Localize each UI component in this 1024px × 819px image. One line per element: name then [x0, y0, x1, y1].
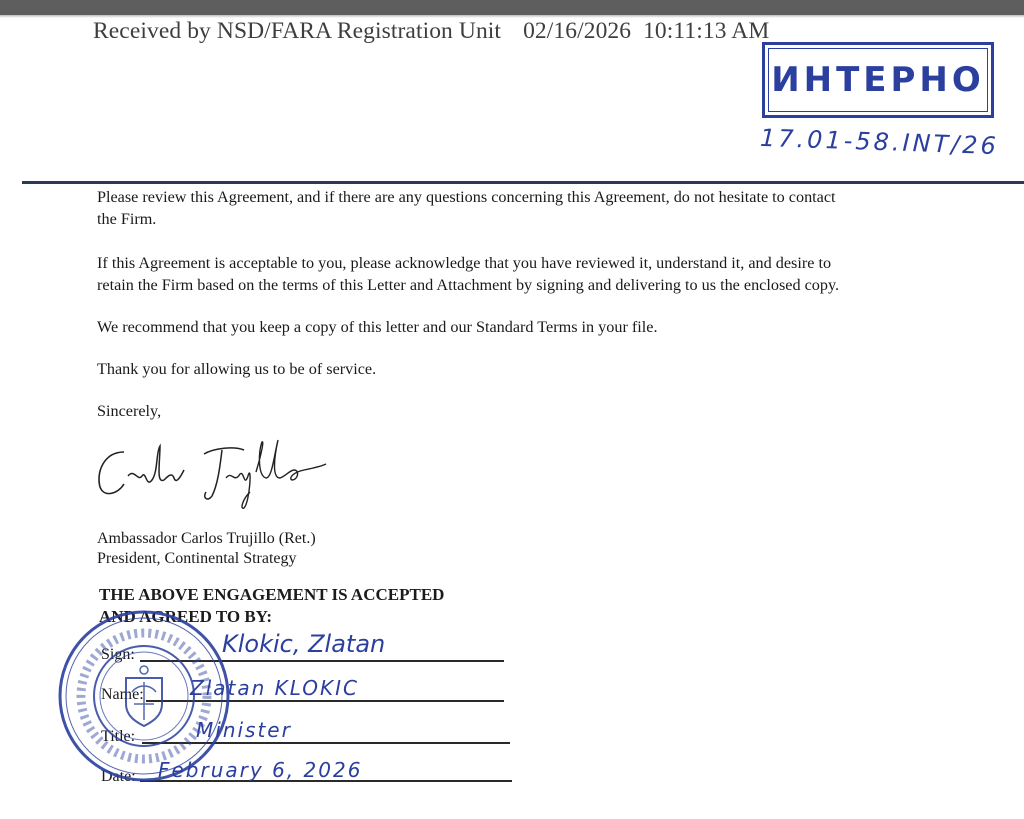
- viewer-top-bar: [0, 0, 1024, 15]
- interno-stamp: [762, 42, 994, 118]
- paragraph-acceptance-line2: retain the Firm based on the terms of this Letter and Attachment by signing and delivering to us the enclosed copy.: [97, 276, 840, 294]
- handwritten-reference-number: 17.01-58.INT/26: [759, 123, 1000, 161]
- received-by-text: Received by NSD/FARA Registration Unit: [93, 18, 502, 44]
- received-time: 10:11:13 AM: [643, 18, 770, 44]
- signer-title: President, Continental Strategy: [97, 550, 297, 567]
- title-handwritten-value: Minister: [196, 718, 292, 742]
- title-label: Title:: [101, 728, 136, 745]
- fara-received-header: [93, 18, 769, 45]
- sign-label: Sign:: [101, 646, 135, 663]
- received-date: 02/16/2026: [523, 18, 632, 44]
- acceptance-heading-line1: THE ABOVE ENGAGEMENT IS ACCEPTED: [99, 585, 445, 604]
- paragraph-acceptance: [97, 252, 957, 296]
- ministry-seal-stamp: [56, 608, 232, 784]
- paragraph-review-line2: the Firm.: [97, 210, 157, 228]
- signature-carlos-trujillo: [94, 432, 334, 512]
- name-label: Name:: [101, 686, 144, 703]
- paragraph-recommend: We recommend that you keep a copy of this letter and our Standard Terms in your file.: [97, 318, 658, 336]
- paragraph-thanks: Thank you for allowing us to be of service.: [97, 360, 377, 378]
- sign-handwritten-value: Klokic, Zlatan: [222, 630, 386, 658]
- paragraph-review: [97, 186, 957, 230]
- name-handwritten-value: Zlatan KLOKIC: [190, 676, 360, 700]
- date-label: Date:: [101, 768, 136, 785]
- header-divider: [22, 181, 1024, 184]
- paragraph-acceptance-line1: If this Agreement is acceptable to you, please acknowledge that you have reviewed it, understand it, and desire to: [97, 254, 832, 272]
- acceptance-heading-line2: AND AGREED TO BY:: [99, 607, 273, 626]
- signer-name: Ambassador Carlos Trujillo (Ret.): [97, 530, 316, 547]
- interno-stamp-label: ИНТЕРНО: [771, 60, 985, 100]
- closing-sincerely: Sincerely,: [97, 402, 162, 420]
- date-handwritten-value: February 6, 2026: [158, 758, 363, 782]
- paragraph-review-line1: Please review this Agreement, and if there are any questions concerning this Agreement, do not hesitate to contact: [97, 188, 836, 206]
